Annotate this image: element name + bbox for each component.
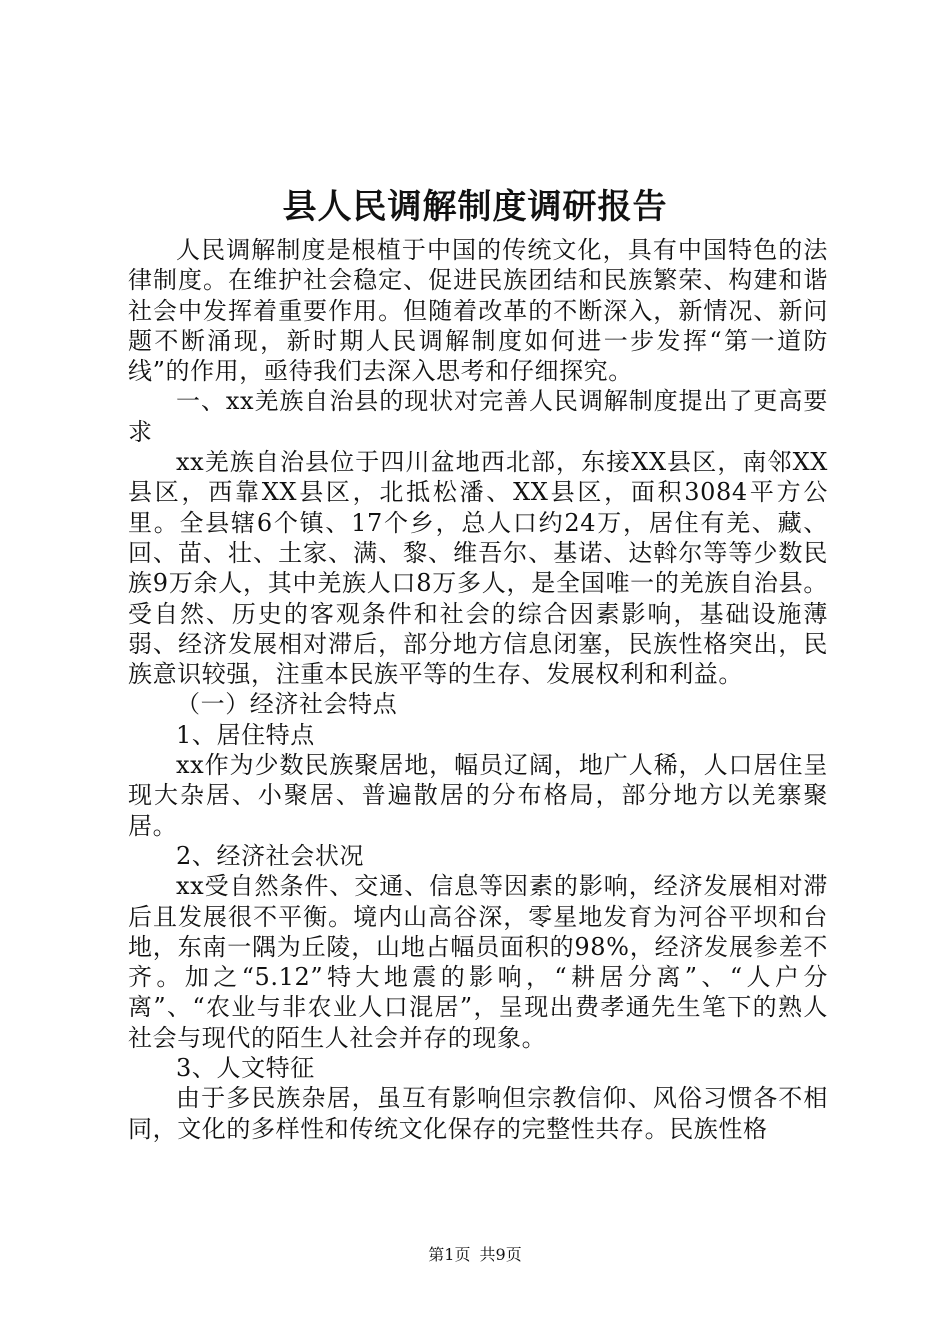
page-number: 第1页: [428, 1245, 471, 1264]
page-footer: [0, 1244, 950, 1266]
paragraph-county-overview: xx羌族自治县位于四川盆地西北部，东接XX县区，南邻XX县区，西靠XX县区，北抵松潘、XX县区，面积3084平方公里。全县辖6个镇、17个乡，总人口约24万，居住有羌、藏、回、苗、壮、土家、满、黎、维吾尔、基诺、达斡尔等等少数民族9万余人，其中羌族人口8万多人，是全国唯一的羌族自治县。受自然、历史的客观条件和社会的综合因素影响，基础设施薄弱、经济发展相对滞后，部分地方信息闭塞，民族性格突出，民族意识较强，注重本民族平等的生存、发展权利和利益。: [128, 448, 828, 689]
section-heading-1: 一、xx羌族自治县的现状对完善人民调解制度提出了更高要求: [128, 387, 828, 446]
item-heading-residence: 1、居住特点: [176, 720, 315, 749]
item-heading-culture: 3、人文特征: [176, 1054, 315, 1083]
paragraph-intro: 人民调解制度是根植于中国的传统文化，具有中国特色的法律制度。在维护社会稳定、促进民族团结和民族繁荣、构建和谐社会中发挥着重要作用。但随着改革的不断深入，新情况、新问题不断涌现，新时期人民调解制度如何进一步发挥“第一道防线”的作用，亟待我们去深入思考和仔细探究。: [128, 236, 828, 386]
document-title: 县人民调解制度调研报告: [282, 187, 668, 227]
paragraph-culture: 由于多民族杂居，虽互有影响但宗教信仰、风俗习惯各不相同，文化的多样性和传统文化保存的完整性共存。民族性格: [128, 1084, 828, 1143]
item-heading-economy-status: 2、经济社会状况: [176, 841, 365, 870]
paragraph-economy-status: xx受自然条件、交通、信息等因素的影响，经济发展相对滞后且发展很不平衡。境内山高谷深，零星地发育为河谷平坝和台地，东南一隅为丘陵，山地占幅员面积的98%，经济发展参差不齐。加之“5.12”特大地震的影响，“耕居分离”、“人户分离”、“农业与非农业人口混居”，呈现出费孝通先生笔下的熟人社会与现代的陌生人社会并存的现象。: [128, 872, 828, 1052]
document-body: [128, 235, 828, 1144]
subsection-heading-economy: （一）经济社会特点: [176, 690, 398, 719]
paragraph-residence: xx作为少数民族聚居地，幅员辽阔，地广人稀，人口居住呈现大杂居、小聚居、普遍散居的分布格局，部分地方以羌寨聚居。: [128, 751, 828, 840]
page-total: 共9页: [479, 1245, 522, 1264]
